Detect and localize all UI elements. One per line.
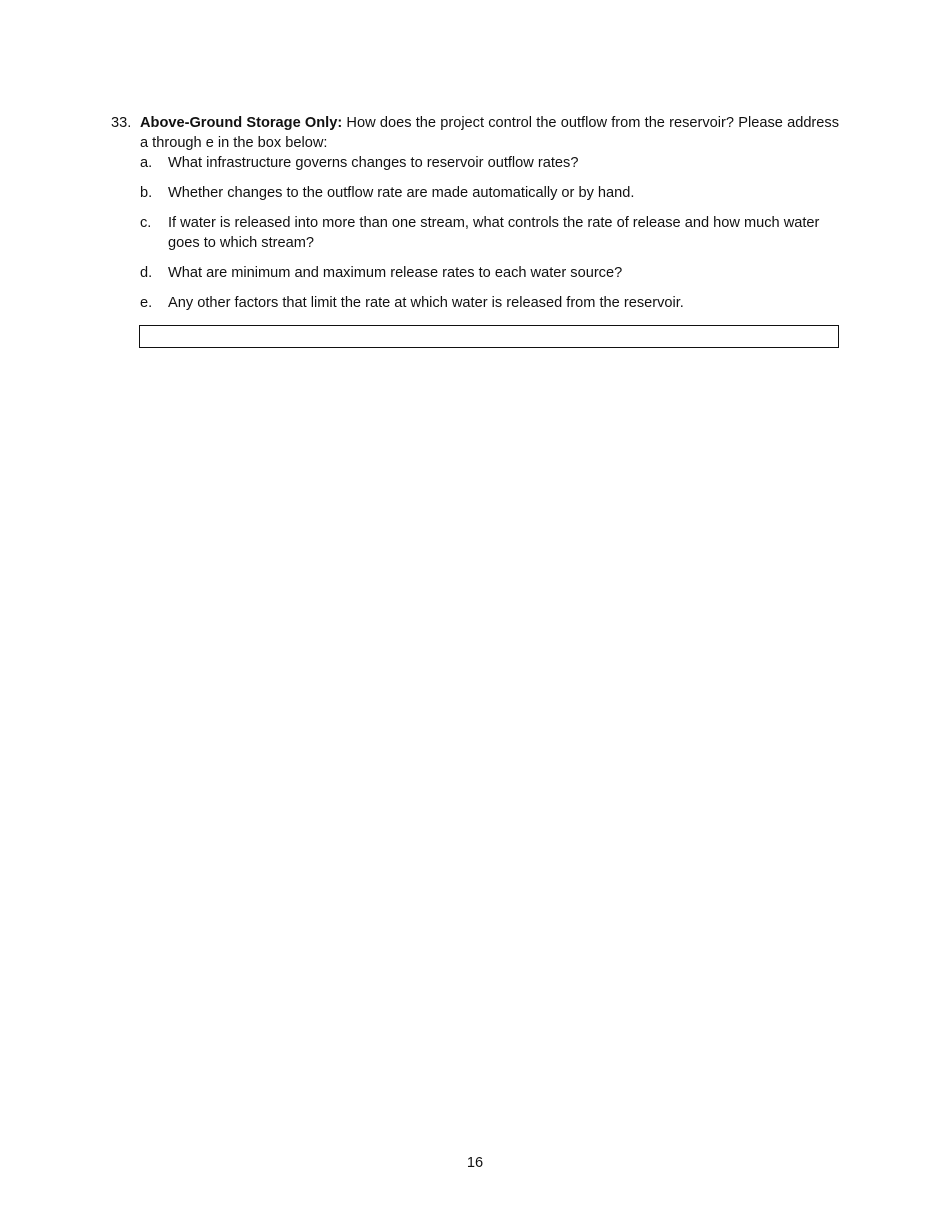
sub-question-text: What are minimum and maximum release rates to each water source? xyxy=(168,265,623,281)
sub-question-text: Whether changes to the outflow rate are made automatically or by hand. xyxy=(168,185,635,201)
sub-question-text: Any other factors that limit the rate at which water is released from the reservoir. xyxy=(168,295,684,311)
sub-question-a xyxy=(140,153,839,173)
sub-question-letter: b. xyxy=(140,185,153,201)
sub-question-letter: e. xyxy=(140,295,153,311)
question-text: How does the project control the outflow from the reservoir? Please address a through e in the box below: xyxy=(140,115,839,151)
sub-question-b xyxy=(140,183,839,203)
sub-question-text: What infrastructure governs changes to reservoir outflow rates? xyxy=(168,155,579,171)
page-number: 16 xyxy=(466,1155,484,1171)
sub-question-letter: d. xyxy=(140,265,153,281)
sub-question-list xyxy=(111,153,839,313)
question-header xyxy=(111,113,839,153)
sub-question-letter: a. xyxy=(140,155,153,171)
answer-box[interactable] xyxy=(139,325,839,348)
question-number: 33. xyxy=(111,115,132,131)
sub-question-letter: c. xyxy=(140,215,152,231)
sub-question-e xyxy=(140,293,839,313)
sub-question-c xyxy=(140,213,839,253)
sub-question-text: If water is released into more than one stream, what controls the rate of release and how much water goes to which stream? xyxy=(168,215,820,251)
sub-question-d xyxy=(140,263,839,283)
question-33 xyxy=(111,113,839,323)
question-prompt xyxy=(140,113,839,153)
question-bold-lead: Above-Ground Storage Only: xyxy=(140,115,343,131)
